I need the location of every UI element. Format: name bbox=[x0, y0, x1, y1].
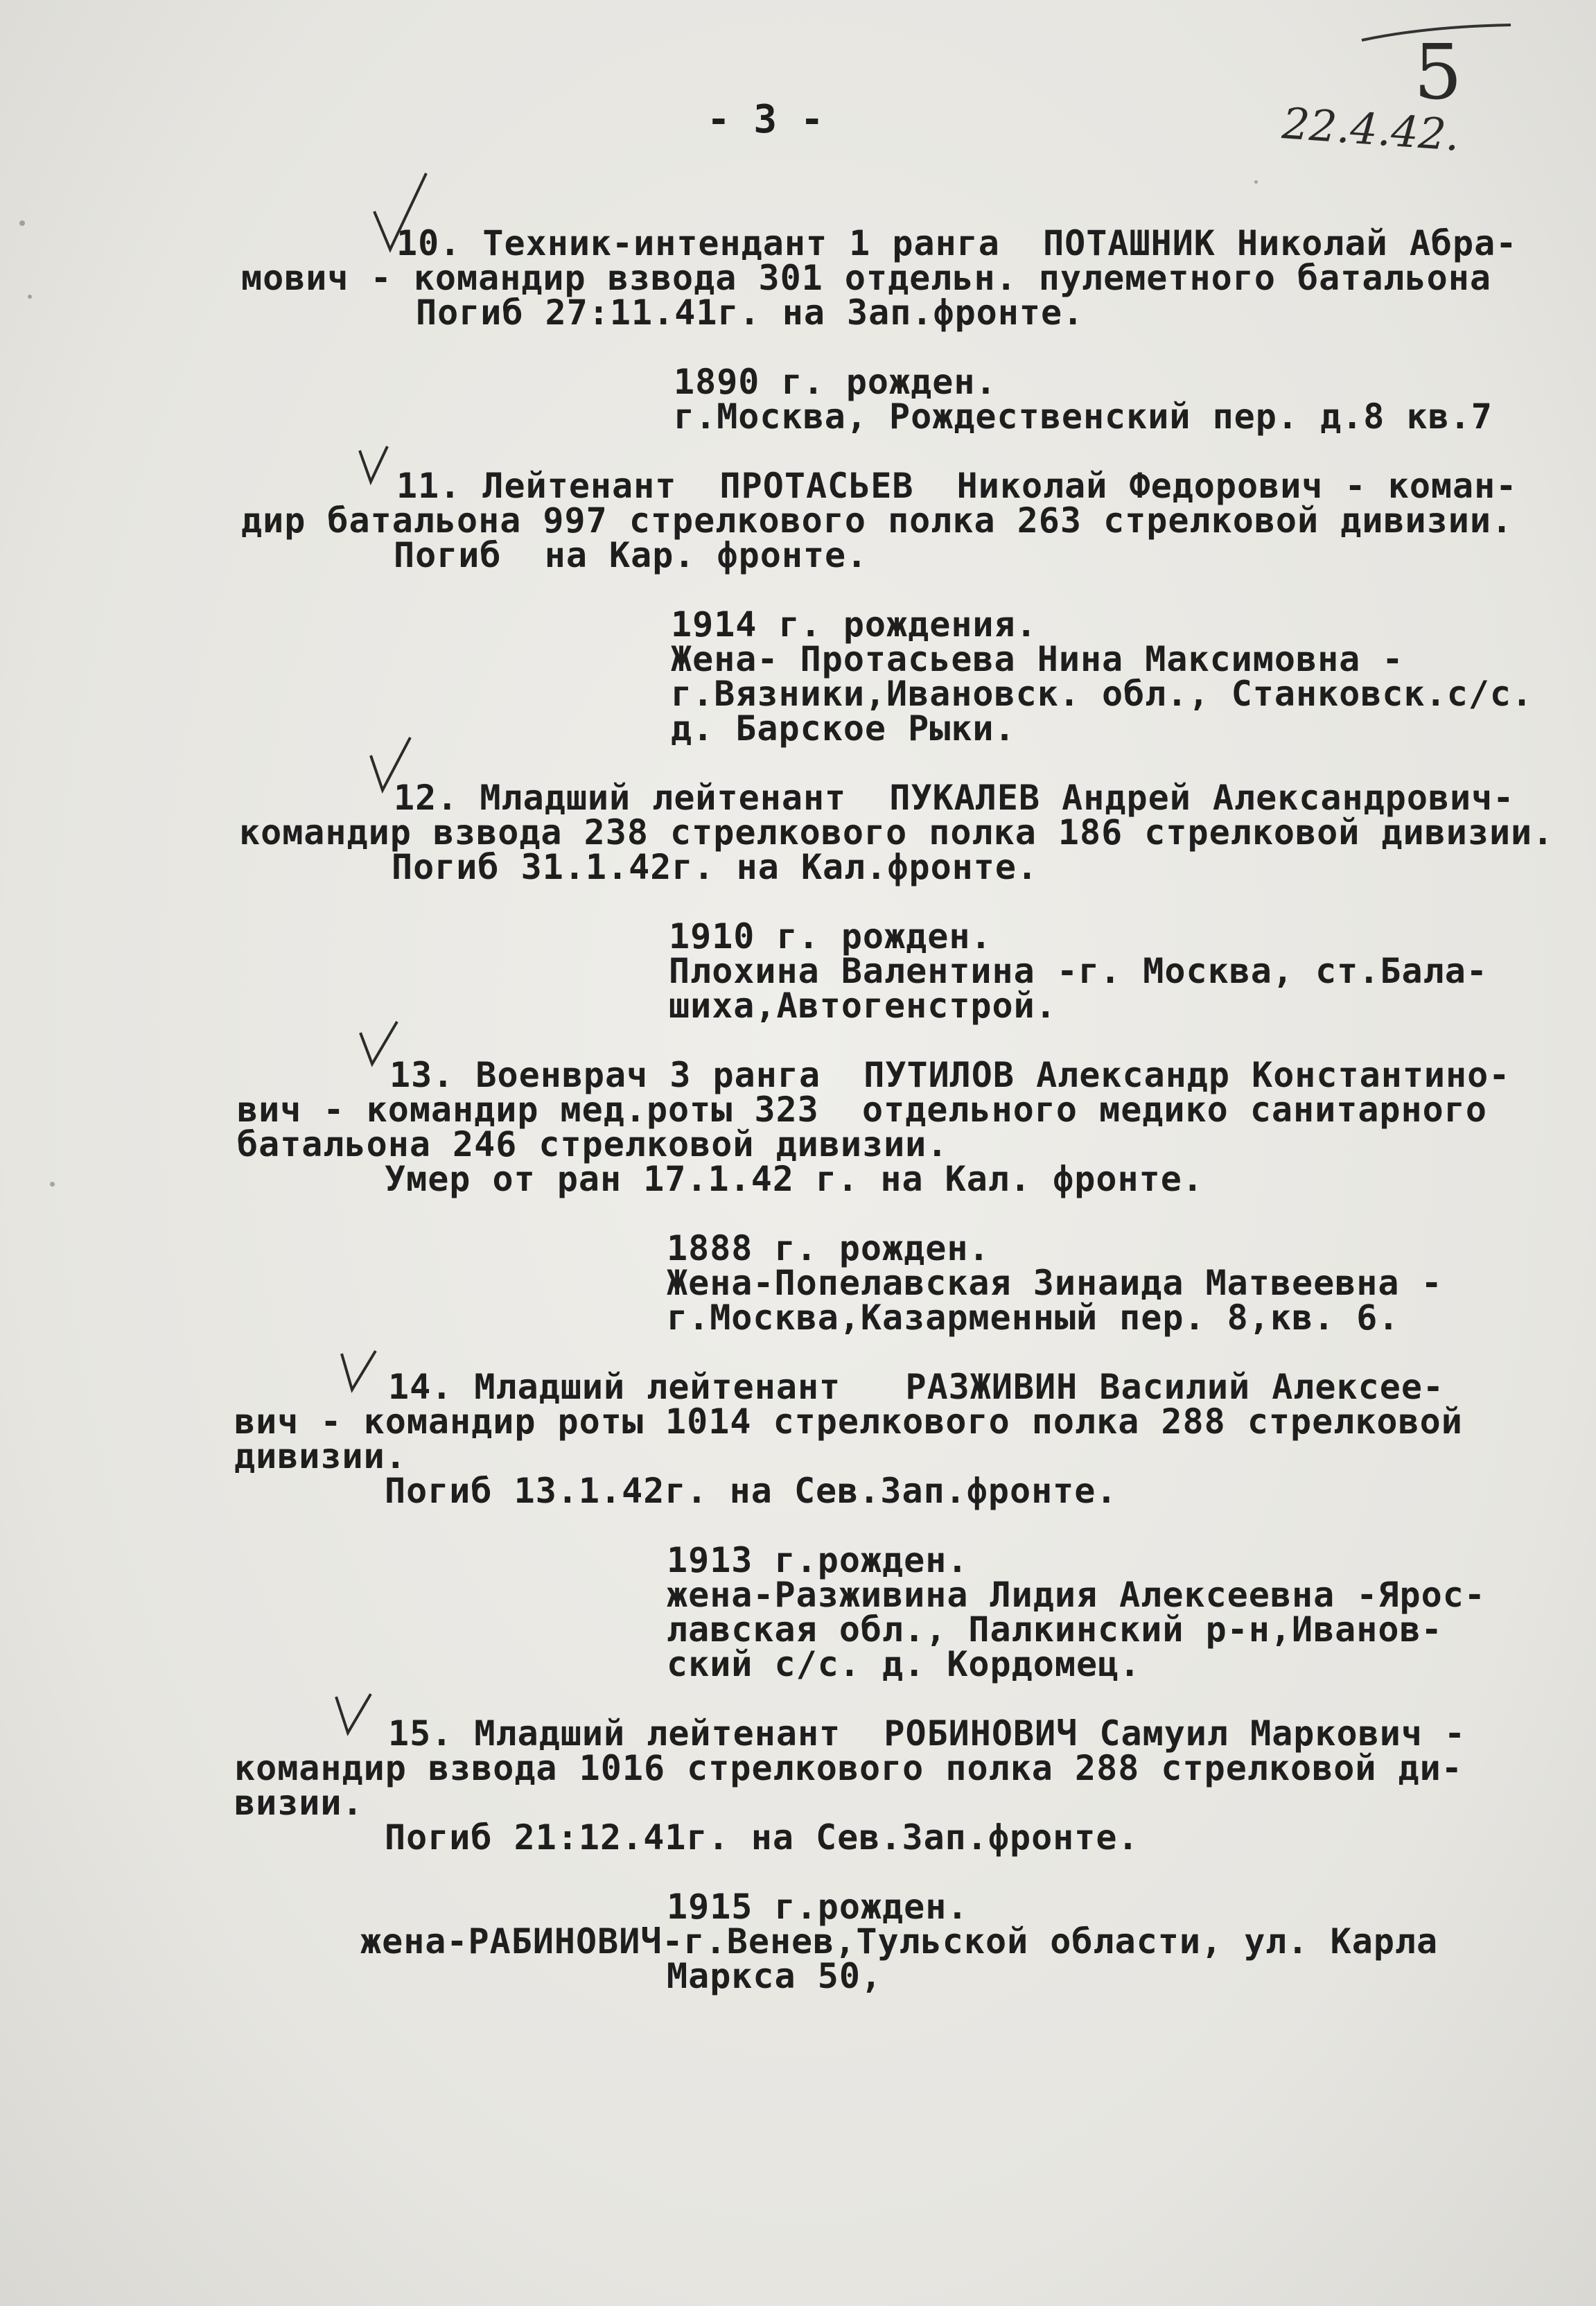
entry-11-line-1: 11. Лейтенант ПРОТАСЬЕВ Николай Федорович - коман- bbox=[396, 466, 1518, 506]
entry-13-line-2: вич - командир мед.роты 323 отдельного медико санитарного bbox=[237, 1090, 1487, 1130]
entry-11-detail-3: г.Вязники,Ивановск. обл., Станковск.с/с. bbox=[671, 674, 1534, 714]
entry-11-line-2: дир батальона 997 стрелкового полка 263 стрелковой дивизии. bbox=[241, 500, 1514, 541]
entry-12-line-2: командир взвода 238 стрелкового полка 186 стрелковой дивизии. bbox=[239, 812, 1554, 853]
entry-13-line-4: Умер от ран 17.1.42 г. на Кал. фронте. bbox=[385, 1159, 1204, 1199]
entry-11-line-3: Погиб на Кар. фронте. bbox=[394, 535, 868, 575]
scan-speck bbox=[1254, 180, 1258, 184]
entry-11-detail-1: 1914 г. рождения. bbox=[671, 604, 1037, 645]
entry-12-line-3: Погиб 31.1.42г. на Кал.фронте. bbox=[392, 847, 1039, 887]
handwritten-date: 22.4.42. bbox=[1280, 98, 1462, 161]
entry-12-detail-2: Плохина Валентина -г. Москва, ст.Бала- bbox=[669, 951, 1488, 991]
entry-14-detail-2: жена-Разживина Лидия Алексеевна -Ярос- bbox=[667, 1575, 1486, 1615]
entry-15-detail-1: 1915 г.рожден. bbox=[667, 1887, 969, 1927]
entry-10-line-2: мович - командир взвода 301 отдельн. пулеметного батальона bbox=[241, 258, 1491, 298]
entry-11-detail-4: д. Барское Рыки. bbox=[671, 708, 1016, 749]
scan-speck bbox=[50, 1182, 55, 1187]
entry-12-detail-3: шиха,Автогенстрой. bbox=[669, 986, 1057, 1026]
entry-10-detail-1: 1890 г. рожден. bbox=[674, 362, 997, 402]
handwritten-sheet-number: 5 bbox=[1414, 28, 1462, 116]
page-number: - 3 - bbox=[707, 97, 824, 142]
entry-14-line-4: Погиб 13.1.42г. на Сев.Зап.фронте. bbox=[385, 1471, 1118, 1511]
entry-15-detail-3: Маркса 50, bbox=[667, 1956, 883, 1996]
scan-speck bbox=[19, 220, 25, 226]
entry-13-line-3: батальона 246 стрелковой дивизии. bbox=[237, 1124, 949, 1164]
entry-14-detail-3: лавская обл., Палкинский р-н,Иванов- bbox=[667, 1609, 1443, 1650]
entry-14-line-2: вич - командир роты 1014 стрелкового полка 288 стрелковой bbox=[234, 1401, 1463, 1442]
entry-13-detail-3: г.Москва,Казарменный пер. 8,кв. 6. bbox=[667, 1298, 1400, 1338]
check-mark-icon-15 bbox=[333, 1691, 374, 1736]
entry-15-line-2: командир взвода 1016 стрелкового полка 288 стрелковой ди- bbox=[234, 1748, 1463, 1788]
entry-10-line-1: 10. Техник-интендант 1 ранга ПОТАШНИК Николай Абра- bbox=[396, 223, 1518, 263]
entry-15-line-4: Погиб 21:12.41г. на Сев.Зап.фронте. bbox=[385, 1817, 1139, 1858]
entry-13-detail-1: 1888 г. рожден. bbox=[667, 1228, 990, 1268]
entry-14-line-3: дивизии. bbox=[234, 1436, 407, 1476]
entry-12-detail-1: 1910 г. рожден. bbox=[669, 916, 992, 957]
entry-14-detail-1: 1913 г.рожден. bbox=[667, 1540, 969, 1580]
entry-15-line-1: 15. Младший лейтенант РОБИНОВИЧ Самуил Маркович - bbox=[388, 1713, 1466, 1754]
sheet-underline-mark bbox=[1358, 19, 1518, 47]
entry-10-line-3: Погиб 27:11.41г. на Зап.фронте. bbox=[416, 292, 1085, 333]
entry-13-detail-2: Жена-Попелавская Зинаида Матвеевна - bbox=[667, 1263, 1443, 1303]
entry-14-detail-4: ский с/с. д. Кордомец. bbox=[667, 1644, 1141, 1684]
check-mark-icon-14 bbox=[338, 1348, 380, 1393]
entry-11-detail-2: Жена- Протасьева Нина Максимовна - bbox=[671, 639, 1404, 679]
entry-14-line-1: 14. Младший лейтенант РАЗЖИВИН Василий Алексее- bbox=[388, 1367, 1445, 1407]
entry-13-line-1: 13. Военврач 3 ранга ПУТИЛОВ Александр Константино- bbox=[389, 1055, 1511, 1095]
entry-10-detail-2: г.Москва, Рождественский пер. д.8 кв.7 bbox=[674, 396, 1493, 437]
entry-15-detail-2: жена-РАБИНОВИЧ-г.Венев,Тульской области, ул. Карла bbox=[360, 1921, 1439, 1962]
scan-speck bbox=[28, 295, 32, 299]
entry-15-line-3: визии. bbox=[234, 1783, 364, 1823]
check-mark-icon-11 bbox=[357, 444, 392, 485]
entry-12-line-1: 12. Младший лейтенант ПУКАЛЕВ Андрей Александрович- bbox=[394, 778, 1515, 818]
